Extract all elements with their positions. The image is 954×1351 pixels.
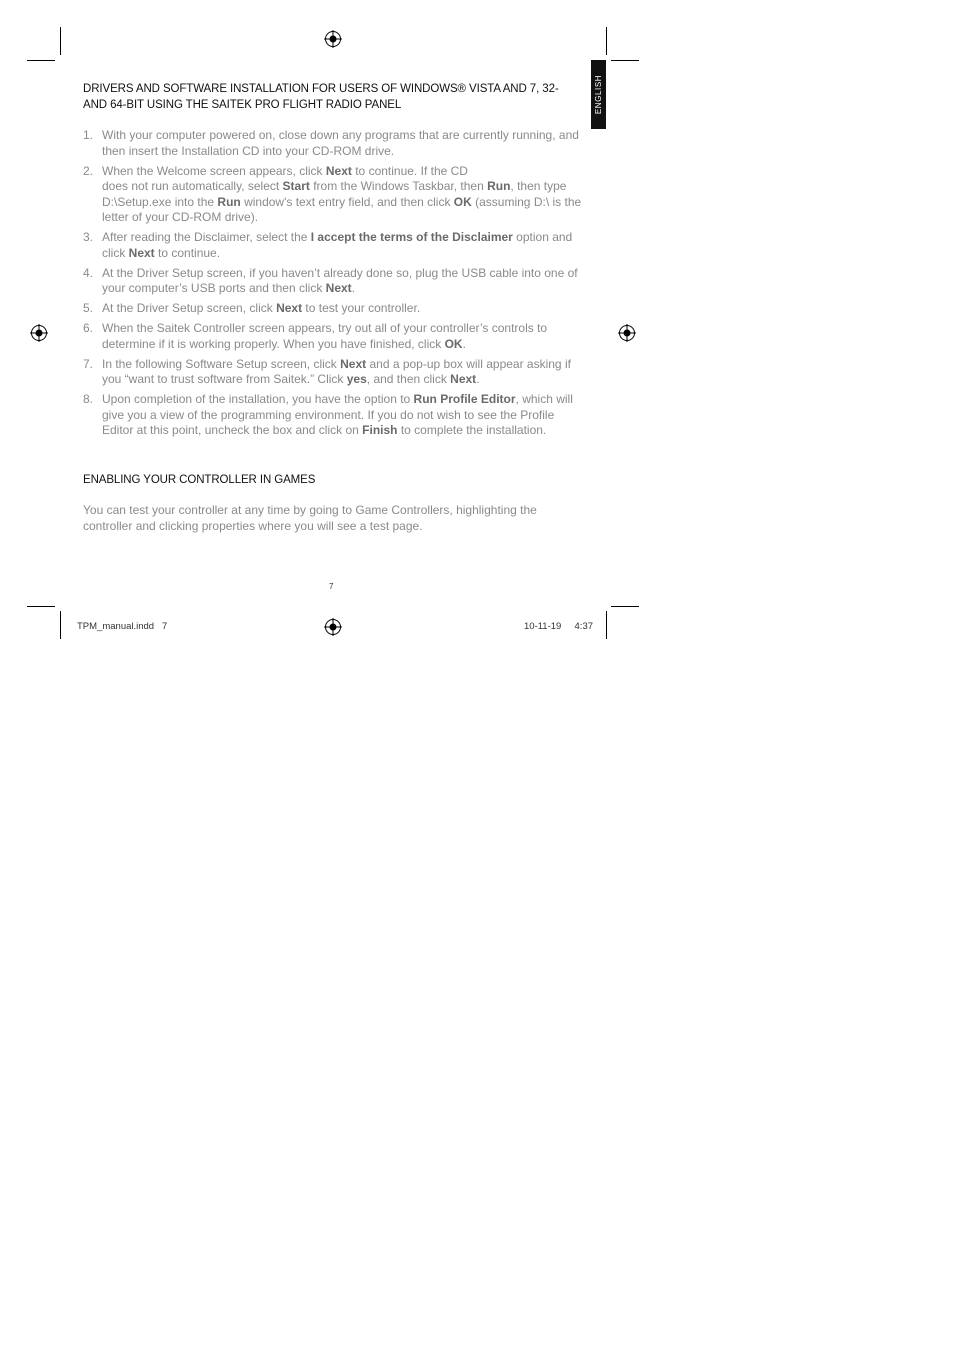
crop-mark bbox=[27, 60, 55, 61]
slug-filename: TPM_manual.indd 7 bbox=[77, 621, 168, 632]
step-text: In the following Software Setup screen, click bbox=[102, 356, 341, 371]
crop-mark bbox=[60, 27, 61, 55]
step-emphasis: Next bbox=[276, 301, 303, 315]
step-emphasis: yes bbox=[346, 372, 367, 386]
step-emphasis: Next bbox=[325, 281, 352, 295]
step-text: , then type D:\Setup.exe into the bbox=[102, 179, 567, 209]
step-number: 5. bbox=[83, 301, 94, 315]
step-emphasis: Finish bbox=[362, 423, 398, 437]
section-heading-drivers bbox=[83, 81, 559, 113]
step-item bbox=[83, 266, 583, 297]
step-text: , which will give you a view of the programming environment. If you do not wish to see the Profile Editor at this point, uncheck the box and click on bbox=[102, 392, 573, 437]
step-text: At the Driver Setup screen, if you haven’t already done so, plug the USB cable into one of your computer’s USB ports and then click bbox=[102, 265, 578, 295]
step-text: . bbox=[351, 281, 356, 295]
step-text: window's text entry field, and then click bbox=[240, 194, 454, 209]
step-text: to continue. bbox=[154, 245, 221, 260]
slug-date: 10-11-19 4:37 bbox=[524, 621, 594, 632]
heading-line: AND 64-BIT USING THE SAITEK PRO FLIGHT RADIO PANEL bbox=[83, 99, 402, 111]
step-emphasis: Run Profile Editor bbox=[413, 392, 516, 406]
step-emphasis: Next bbox=[325, 163, 352, 178]
step-emphasis: OK bbox=[453, 194, 472, 209]
step-item bbox=[83, 230, 583, 261]
section-heading-enabling: ENABLING YOUR CONTROLLER IN GAMES bbox=[83, 474, 316, 486]
crop-mark bbox=[611, 60, 639, 61]
registration-mark-icon bbox=[618, 324, 636, 342]
step-emphasis: OK bbox=[444, 336, 463, 351]
step-text: With your computer powered on, close down any programs that are currently running, and then insert the Installation CD into your CD-ROM drive. bbox=[102, 128, 579, 158]
registration-mark-icon bbox=[30, 324, 48, 342]
step-text: and a pop-up box will appear asking if you “want to trust software from Saitek.” Click bbox=[102, 356, 571, 386]
step-number: 6. bbox=[83, 321, 94, 335]
step-text: option and click bbox=[102, 230, 573, 260]
step-text: When the Welcome screen appears, click bbox=[102, 163, 326, 178]
enabling-paragraph: You can test your controller at any time by going to Game Controllers, highlighting the controller and clicking properties where you will see a test page. bbox=[83, 503, 537, 533]
step-number: 2. bbox=[83, 163, 94, 178]
step-item bbox=[83, 392, 583, 439]
step-item bbox=[83, 301, 583, 317]
step-text: , and then click bbox=[366, 372, 451, 386]
step-emphasis: I accept the terms of the Disclaimer bbox=[310, 230, 513, 244]
step-text: to test your controller. bbox=[302, 301, 421, 315]
step-number: 4. bbox=[83, 265, 94, 280]
step-item bbox=[83, 128, 583, 159]
registration-mark-icon bbox=[324, 618, 342, 636]
step-item bbox=[83, 164, 583, 226]
installation-steps-list bbox=[83, 128, 583, 443]
step-text: When the Saitek Controller screen appears, try out all of your controller’s controls to determine if it is working properly. When you have finished, click bbox=[102, 321, 548, 351]
registration-mark-icon bbox=[324, 30, 342, 48]
step-number: 7. bbox=[83, 356, 94, 371]
step-emphasis: Next bbox=[128, 245, 155, 260]
step-text: . bbox=[462, 336, 466, 351]
step-text: to complete the installation. bbox=[397, 423, 547, 437]
step-text: (assuming D:\ is the letter of your CD-ROM drive). bbox=[102, 194, 582, 224]
step-text: does not run automatically, select bbox=[102, 179, 283, 193]
crop-mark bbox=[27, 606, 55, 607]
language-tab-label: ENGLISH bbox=[594, 74, 604, 115]
step-text: from the Windows Taskbar, then bbox=[309, 179, 488, 193]
step-number: 3. bbox=[83, 230, 94, 244]
step-item bbox=[83, 357, 583, 388]
step-text: Upon completion of the installation, you have the option to bbox=[102, 392, 414, 406]
step-number: 1. bbox=[83, 128, 94, 142]
crop-mark bbox=[606, 611, 607, 639]
step-emphasis: Run bbox=[217, 194, 241, 209]
step-text: After reading the Disclaimer, select the bbox=[102, 230, 311, 244]
language-tab bbox=[591, 60, 606, 129]
step-item bbox=[83, 321, 583, 352]
step-emphasis: Start bbox=[282, 179, 310, 193]
step-emphasis: Run bbox=[487, 179, 511, 193]
step-text: At the Driver Setup screen, click bbox=[102, 301, 277, 315]
crop-mark bbox=[60, 611, 61, 639]
step-text: to continue. If the CD bbox=[351, 163, 468, 178]
step-emphasis: Next bbox=[450, 372, 477, 386]
step-text: . bbox=[476, 372, 480, 386]
heading-line: DRIVERS AND SOFTWARE INSTALLATION FOR USERS OF WINDOWS® VISTA AND 7, 32- bbox=[83, 83, 559, 95]
page-number: 7 bbox=[329, 582, 334, 591]
step-emphasis: Next bbox=[340, 356, 367, 371]
crop-mark bbox=[611, 606, 639, 607]
step-number: 8. bbox=[83, 392, 94, 406]
crop-mark bbox=[606, 27, 607, 55]
